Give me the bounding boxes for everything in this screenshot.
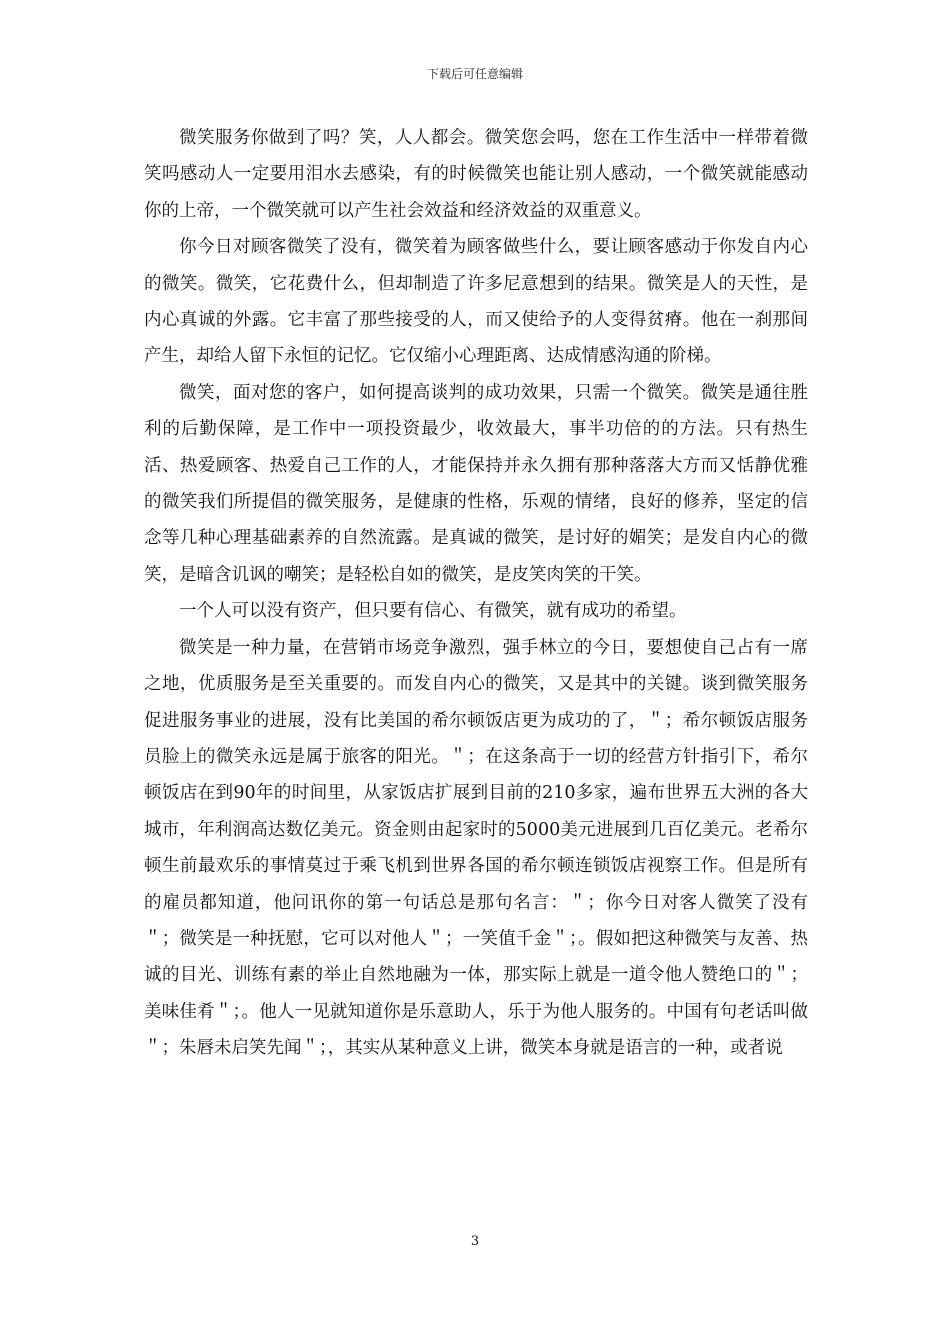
paragraph-2: 你今日对顾客微笑了没有，微笑着为顾客做些什么，要让顾客感动于你发自内心的微笑。微笑，它花费什么，但却制造了许多尼意想到的结果。微笑是人的天性，是内心真诚的外露。它丰富了那些接受的人，而又使给予的人变得贫瘠。他在一刹那间产生，却给人留下永恒的记忆。它仅缩小心理距离、达成情感沟通的阶梯。 xyxy=(144,237,808,367)
paragraph-4: 一个人可以没有资产，但只要有信心、有微笑，就有成功的希望。 xyxy=(179,601,687,622)
paragraph-3: 微笑，面对您的客户，如何提高谈判的成功效果，只需一个微笑。微笑是通往胜利的后勤保障，是工作中一项投资最少，收效最大，事半功倍的的方法。只有热生活、热爱顾客、热爱自己工作的人，才能保持并永久拥有那种落落大方而又恬静优雅的微笑我们所提倡的微笑服务，是健康的性格，乐观的情绪，良好的修养，坚定的信念等几种心理基础素养的自然流露。是真诚的微笑，是讨好的媚笑；是发自内心的微笑，是暗含讥讽的嘲笑；是轻松自如的微笑，是皮笑肉笑的干笑。 xyxy=(144,382,808,585)
page-header: 下载后可任意编辑 xyxy=(426,67,523,81)
paragraph-1: 微笑服务你做到了吗？笑，人人都会。微笑您会吗，您在工作生活中一样带着微笑吗感动人一定要用泪水去感染，有的时候微笑也能让别人感动，一个微笑就能感动你的上帝，一个微笑就可以产生社会效益和经济效益的双重意义。 xyxy=(144,128,808,221)
document-body xyxy=(144,120,808,1067)
page-number: 3 xyxy=(470,1234,480,1249)
paragraph-5: 微笑是一种力量，在营销市场竞争激烈，强手林立的今日，要想使自己占有一席之地，优质服务是至关重要的。而发自内心的微笑，又是其中的关键。谈到微笑服务促进服务事业的进展，没有比美国的希尔顿饭店更为成功的了，＂；希尔顿饭店服务员脸上的微笑永远是属于旅客的阳光。＂；在这条高于一切的经营方针指引下，希尔顿饭店在到90年的时间里，从家饭店扩展到目前的210多家，遍布世界五大洲的各大城市，年利润高达数亿美元。资金则由起家时的5000美元进展到几百亿美元。老希尔顿生前最欢乐的事情莫过于乘飞机到世界各国的希尔顿连锁饭店视察工作。但是所有的雇员都知道，他问讯你的第一句话总是那句名言：＂；你今日对客人微笑了没有＂；微笑是一种抚慰，它可以对他人＂；一笑值千金＂；。假如把这种微笑与友善、热诚的目光、训练有素的举止自然地融为一体，那实际上就是一道令他人赞绝口的＂；美味佳肴＂；。他人一见就知道你是乐意助人，乐于为他人服务的。中国有句老话叫做＂；朱唇未启笑先闻＂；，其实从某种意义上讲，微笑本身就是语言的一种，或者说 xyxy=(144,637,808,1059)
